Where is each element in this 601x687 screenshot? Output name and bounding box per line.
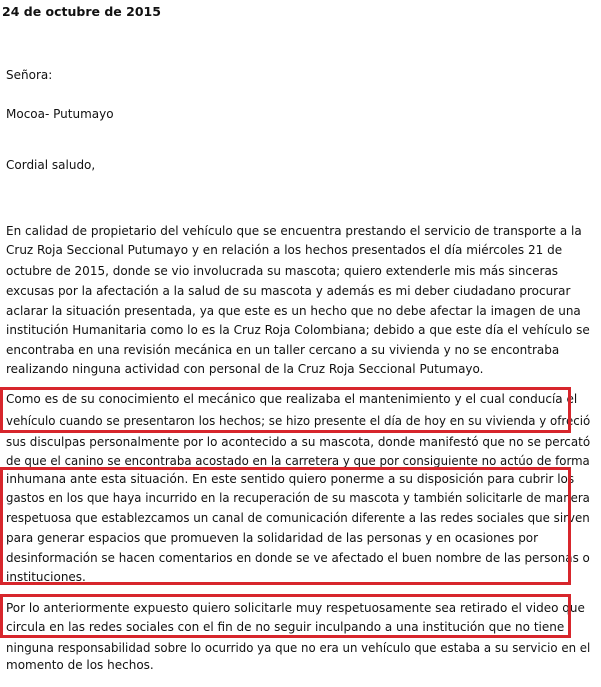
paragraph-3-line: momento de los hechos. — [6, 658, 154, 672]
paragraph-2-line: desinformación se hacen comentarios en donde se ve afectado el buen nombre de las personas o — [6, 551, 590, 565]
highlight-box — [0, 387, 571, 433]
highlight-box — [0, 467, 571, 585]
paragraph-2-line: de que el canino se encontraba acostado en la carretera y que por consiguiente no actúo de forma — [6, 454, 590, 468]
paragraph-1-line: encontraba en una revisión mecánica en un taller cercano a su vivienda y no se encontraba — [6, 343, 560, 357]
paragraph-2-line: respetuosa que establezcamos un canal de comunicación diferente a las redes sociales que sirven — [6, 511, 590, 525]
paragraph-2-line: vehículo cuando se presentaron los hechos; se hizo presente el día de hoy en su vivienda y ofreció — [6, 414, 591, 428]
paragraph-1-line: En calidad de propietario del vehículo que se encuentra prestando el servicio de transporte a la — [6, 224, 582, 238]
paragraph-1-line: Cruz Roja Seccional Putumayo y en relación a los hechos presentados el día miércoles 21 de — [6, 243, 563, 257]
paragraph-2-line: para generar espacios que promueven la solidaridad de las personas y en ocasiones por — [6, 531, 539, 545]
greeting: Cordial saludo, — [6, 158, 96, 172]
paragraph-3-line: Por lo anteriormente expuesto quiero solicitarle muy respetuosamente sea retirado el video que — [6, 601, 585, 615]
paragraph-1-line: realizando ninguna actividad con personal de la Cruz Roja Seccional Putumayo. — [6, 362, 484, 376]
paragraph-1-line: excusas por la afectación a la salud de su mascota y además es mi deber ciudadano procurar — [6, 284, 571, 298]
highlight-box — [0, 594, 571, 638]
location: Mocoa- Putumayo — [6, 107, 114, 121]
paragraph-3-line: ninguna responsabilidad sobre lo ocurrido ya que no era un vehículo que estaba a su servicio en el — [6, 641, 591, 655]
paragraph-1-line: aclarar la situación presentada, ya que este es un hecho que no debe afectar la imagen de una — [6, 304, 581, 318]
paragraph-2-line: sus disculpas personalmente por lo acontecido a su mascota, donde manifestó que no se percató — [6, 435, 591, 449]
paragraph-2-line: gastos en los que haya incurrido en la recuperación de su mascota y también solicitarle de manera — [6, 491, 590, 505]
paragraph-3-line: circula en las redes sociales con el fin de no seguir inculpando a una institución que no tiene — [6, 620, 565, 634]
paragraph-1-line: octubre de 2015, donde se vio involucrada su mascota; quiero extenderle mis más sinceras — [6, 264, 559, 278]
paragraph-2-line: instituciones. — [6, 570, 86, 584]
paragraph-1-line: institución Humanitaria como lo es la Cruz Roja Colombiana; debido a que este día el vehículo se — [6, 323, 590, 337]
paragraph-2-line: Como es de su conocimiento el mecánico que realizaba el mantenimiento y el cual conducía el — [6, 392, 578, 406]
salutation: Señora: — [6, 68, 53, 82]
paragraph-2-line: inhumana ante esta situación. En este sentido quiero ponerme a su disposición para cubrir los — [6, 472, 575, 486]
letter-date: 24 de octubre de 2015 — [2, 4, 161, 19]
